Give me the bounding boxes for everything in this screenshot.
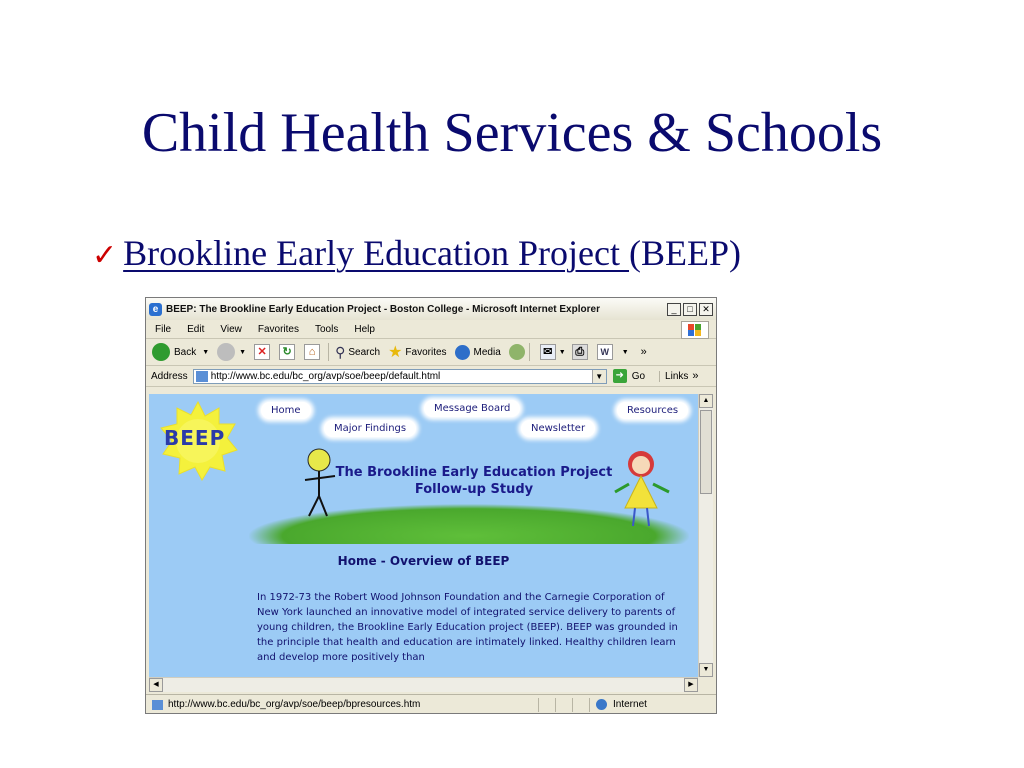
media-label: Media [473, 346, 501, 358]
menu-bar [146, 320, 716, 339]
section-title: Home - Overview of BEEP [337, 554, 510, 568]
favorites-label: Favorites [405, 346, 447, 358]
scroll-thumb[interactable] [700, 410, 712, 494]
address-url: http://www.bc.edu/bc_org/avp/soe/beep/default.html [210, 370, 441, 382]
forward-arrow-icon [217, 343, 235, 361]
status-url: http://www.bc.edu/bc_org/avp/soe/beep/bpresources.htm [168, 699, 421, 710]
address-label: Address [151, 370, 188, 382]
favorites-star-icon: ★ [388, 344, 403, 361]
menu-tools[interactable]: Tools [314, 323, 339, 335]
back-label: Back [174, 346, 197, 358]
checkmark-icon: ✓ [92, 238, 118, 273]
minimize-button[interactable]: _ [667, 303, 681, 316]
media-button[interactable] [455, 345, 501, 360]
stop-icon[interactable]: ✕ [254, 344, 270, 360]
vertical-scrollbar[interactable] [698, 394, 713, 677]
toolbar-overflow-icon[interactable]: » [640, 346, 647, 358]
toolbar-separator [328, 343, 329, 361]
menu-favorites[interactable]: Favorites [257, 323, 299, 335]
go-button[interactable] [613, 369, 645, 383]
nav-newsletter[interactable]: Newsletter [521, 420, 595, 437]
search-icon: ⚲ [335, 343, 346, 360]
nav-message-board[interactable]: Message Board [424, 400, 520, 417]
toolbar-separator [529, 343, 530, 361]
menu-view[interactable]: View [220, 323, 242, 335]
back-arrow-icon [152, 343, 170, 361]
word-edit-icon[interactable]: W [597, 344, 613, 360]
browser-window [145, 297, 717, 714]
horizontal-scrollbar[interactable] [149, 677, 698, 692]
bullet-item [92, 232, 741, 274]
window-title: BEEP: The Brookline Early Education Project - Boston College - Microsoft Internet Explorer [166, 303, 600, 315]
page-viewport [149, 394, 698, 677]
print-icon[interactable]: ⎙ [572, 344, 588, 360]
go-label: Go [631, 370, 646, 382]
page-icon [152, 700, 163, 710]
search-label: Search [348, 346, 381, 358]
links-overflow-icon[interactable]: » [692, 370, 699, 382]
bullet-suffix: (BEEP) [629, 233, 742, 273]
internet-globe-icon [596, 699, 607, 710]
refresh-icon[interactable]: ↻ [279, 344, 295, 360]
status-panel [538, 698, 555, 712]
go-arrow-icon: ➜ [613, 369, 627, 383]
back-button[interactable] [152, 343, 209, 361]
scroll-down-icon[interactable]: ▼ [699, 663, 713, 677]
windows-flag-icon [681, 321, 709, 339]
beep-link[interactable]: Brookline Early Education Project [123, 233, 630, 273]
menu-file[interactable]: File [155, 323, 172, 335]
chevron-down-icon: ▼ [621, 348, 629, 356]
security-zone [589, 698, 716, 712]
address-input[interactable] [193, 369, 607, 384]
history-icon[interactable] [509, 344, 525, 360]
project-banner [324, 464, 624, 498]
menu-edit[interactable]: Edit [187, 323, 205, 335]
scroll-left-icon[interactable]: ◀ [149, 678, 163, 692]
forward-button[interactable] [217, 343, 246, 361]
home-icon[interactable]: ⌂ [304, 344, 320, 360]
nav-home[interactable]: Home [261, 402, 311, 419]
address-dropdown-icon[interactable]: ▼ [592, 370, 606, 383]
beep-logo-text: BEEP [164, 426, 226, 450]
maximize-button[interactable]: □ [683, 303, 697, 316]
status-text [146, 699, 538, 710]
status-panel [555, 698, 572, 712]
favorites-button[interactable] [388, 342, 446, 362]
intro-paragraph: In 1972-73 the Robert Wood Johnson Foundation and the Carnegie Corporation of New York launched an innovative model of integrated service delivery to parents of young children, the Brookline Early Education project (BEEP). BEEP was grounded in the principle that health and education are intimately linked. Healthy children learn and develop more positively than [257, 592, 678, 663]
status-bar [146, 694, 716, 714]
title-bar [146, 298, 716, 320]
nav-major-findings[interactable]: Major Findings [324, 420, 416, 437]
standard-toolbar [146, 339, 716, 366]
chevron-down-icon: ▼ [202, 348, 210, 356]
status-panel [572, 698, 589, 712]
ie-logo-icon: e [149, 303, 162, 316]
page-icon [196, 371, 208, 382]
search-button[interactable] [335, 344, 380, 361]
banner-line-2: Follow-up Study [414, 482, 534, 497]
media-globe-icon [455, 345, 470, 360]
chevron-down-icon: ▼ [239, 348, 247, 356]
banner-line-1: The Brookline Early Education Project [335, 465, 613, 480]
chevron-down-icon: ▼ [558, 348, 566, 356]
links-button[interactable]: Links [659, 371, 688, 382]
close-button[interactable]: ✕ [699, 303, 713, 316]
mail-icon[interactable]: ✉ [540, 344, 556, 360]
scroll-up-icon[interactable]: ▲ [699, 394, 713, 408]
menu-help[interactable]: Help [354, 323, 375, 335]
nav-resources[interactable]: Resources [617, 402, 688, 419]
zone-label: Internet [613, 699, 647, 710]
slide-title: Child Health Services & Schools [141, 102, 883, 164]
address-bar [146, 366, 716, 387]
scroll-right-icon[interactable]: ▶ [684, 678, 698, 692]
